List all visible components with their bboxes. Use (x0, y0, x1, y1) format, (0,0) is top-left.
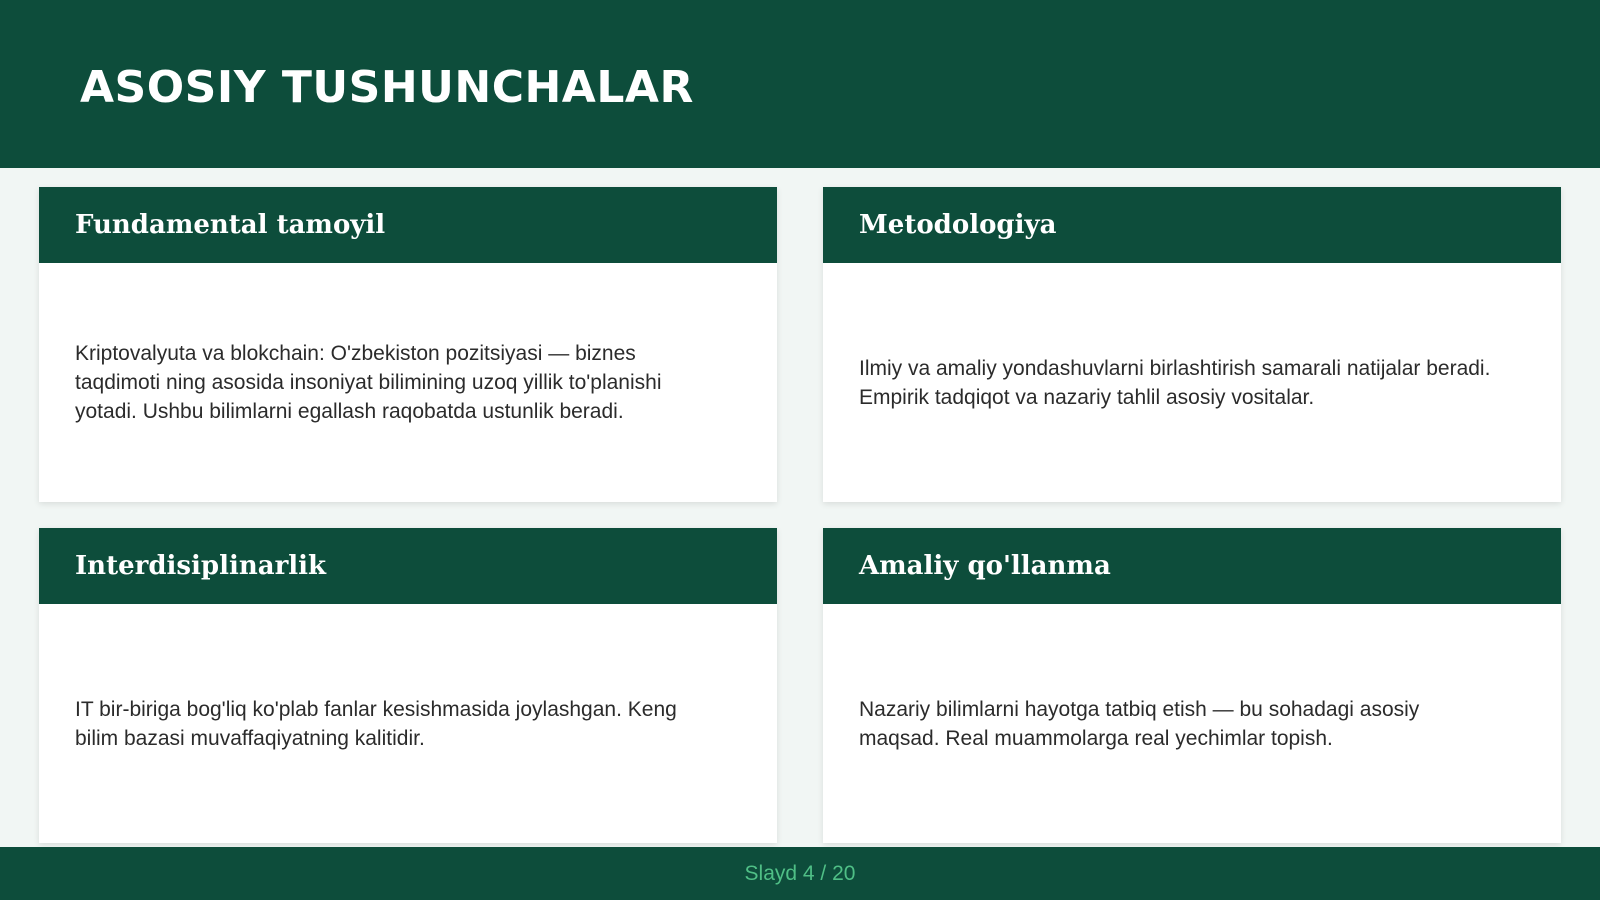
card-text: Nazariy bilimlarni hayotga tatbiq etish — bu sohadagi asosiy maqsad. Real muammolarga real yechimlar topish. (859, 697, 1420, 750)
card-header (823, 528, 1561, 604)
card-title: Interdisiplinarlik (75, 551, 327, 581)
card-body (39, 604, 777, 843)
card-title: Metodologiya (859, 210, 1057, 240)
card-text: Kriptovalyuta va blokchain: O'zbekiston pozitsiyasi — biznes taqdimoti ning asosida insoniyat bilimining uzoq yillik to'planishi yotadi. Ushbu bilimlarni egallash raqobatda ustunlik beradi. (75, 342, 662, 423)
card-fundamental-tamoyil (39, 187, 777, 502)
card-metodologiya (823, 187, 1561, 502)
card-title: Amaliy qo'llanma (859, 551, 1111, 581)
card-header (39, 528, 777, 604)
card-title: Fundamental tamoyil (75, 210, 386, 240)
card-amaliy-qollanma (823, 528, 1561, 843)
card-text: Ilmiy va amaliy yondashuvlarni birlashtirish samarali natijalar beradi. Empirik tadqiqot va nazariy tahlil asosiy vositalar. (859, 356, 1491, 409)
card-header (823, 187, 1561, 263)
card-interdisiplinarlik (39, 528, 777, 843)
card-body (823, 263, 1561, 502)
cards-grid (39, 187, 1561, 843)
page-title: ASOSIY TUSHUNCHALAR (80, 62, 694, 113)
card-header (39, 187, 777, 263)
slide-counter: Slayd 4 / 20 (744, 861, 856, 885)
footer-bar (0, 847, 1600, 900)
card-body (39, 263, 777, 502)
card-text: IT bir-biriga bog'liq ko'plab fanlar kesishmasida joylashgan. Keng bilim bazasi muvaffaqiyatning kalitidir. (75, 697, 677, 750)
card-body (823, 604, 1561, 843)
header-bar (0, 0, 1600, 168)
